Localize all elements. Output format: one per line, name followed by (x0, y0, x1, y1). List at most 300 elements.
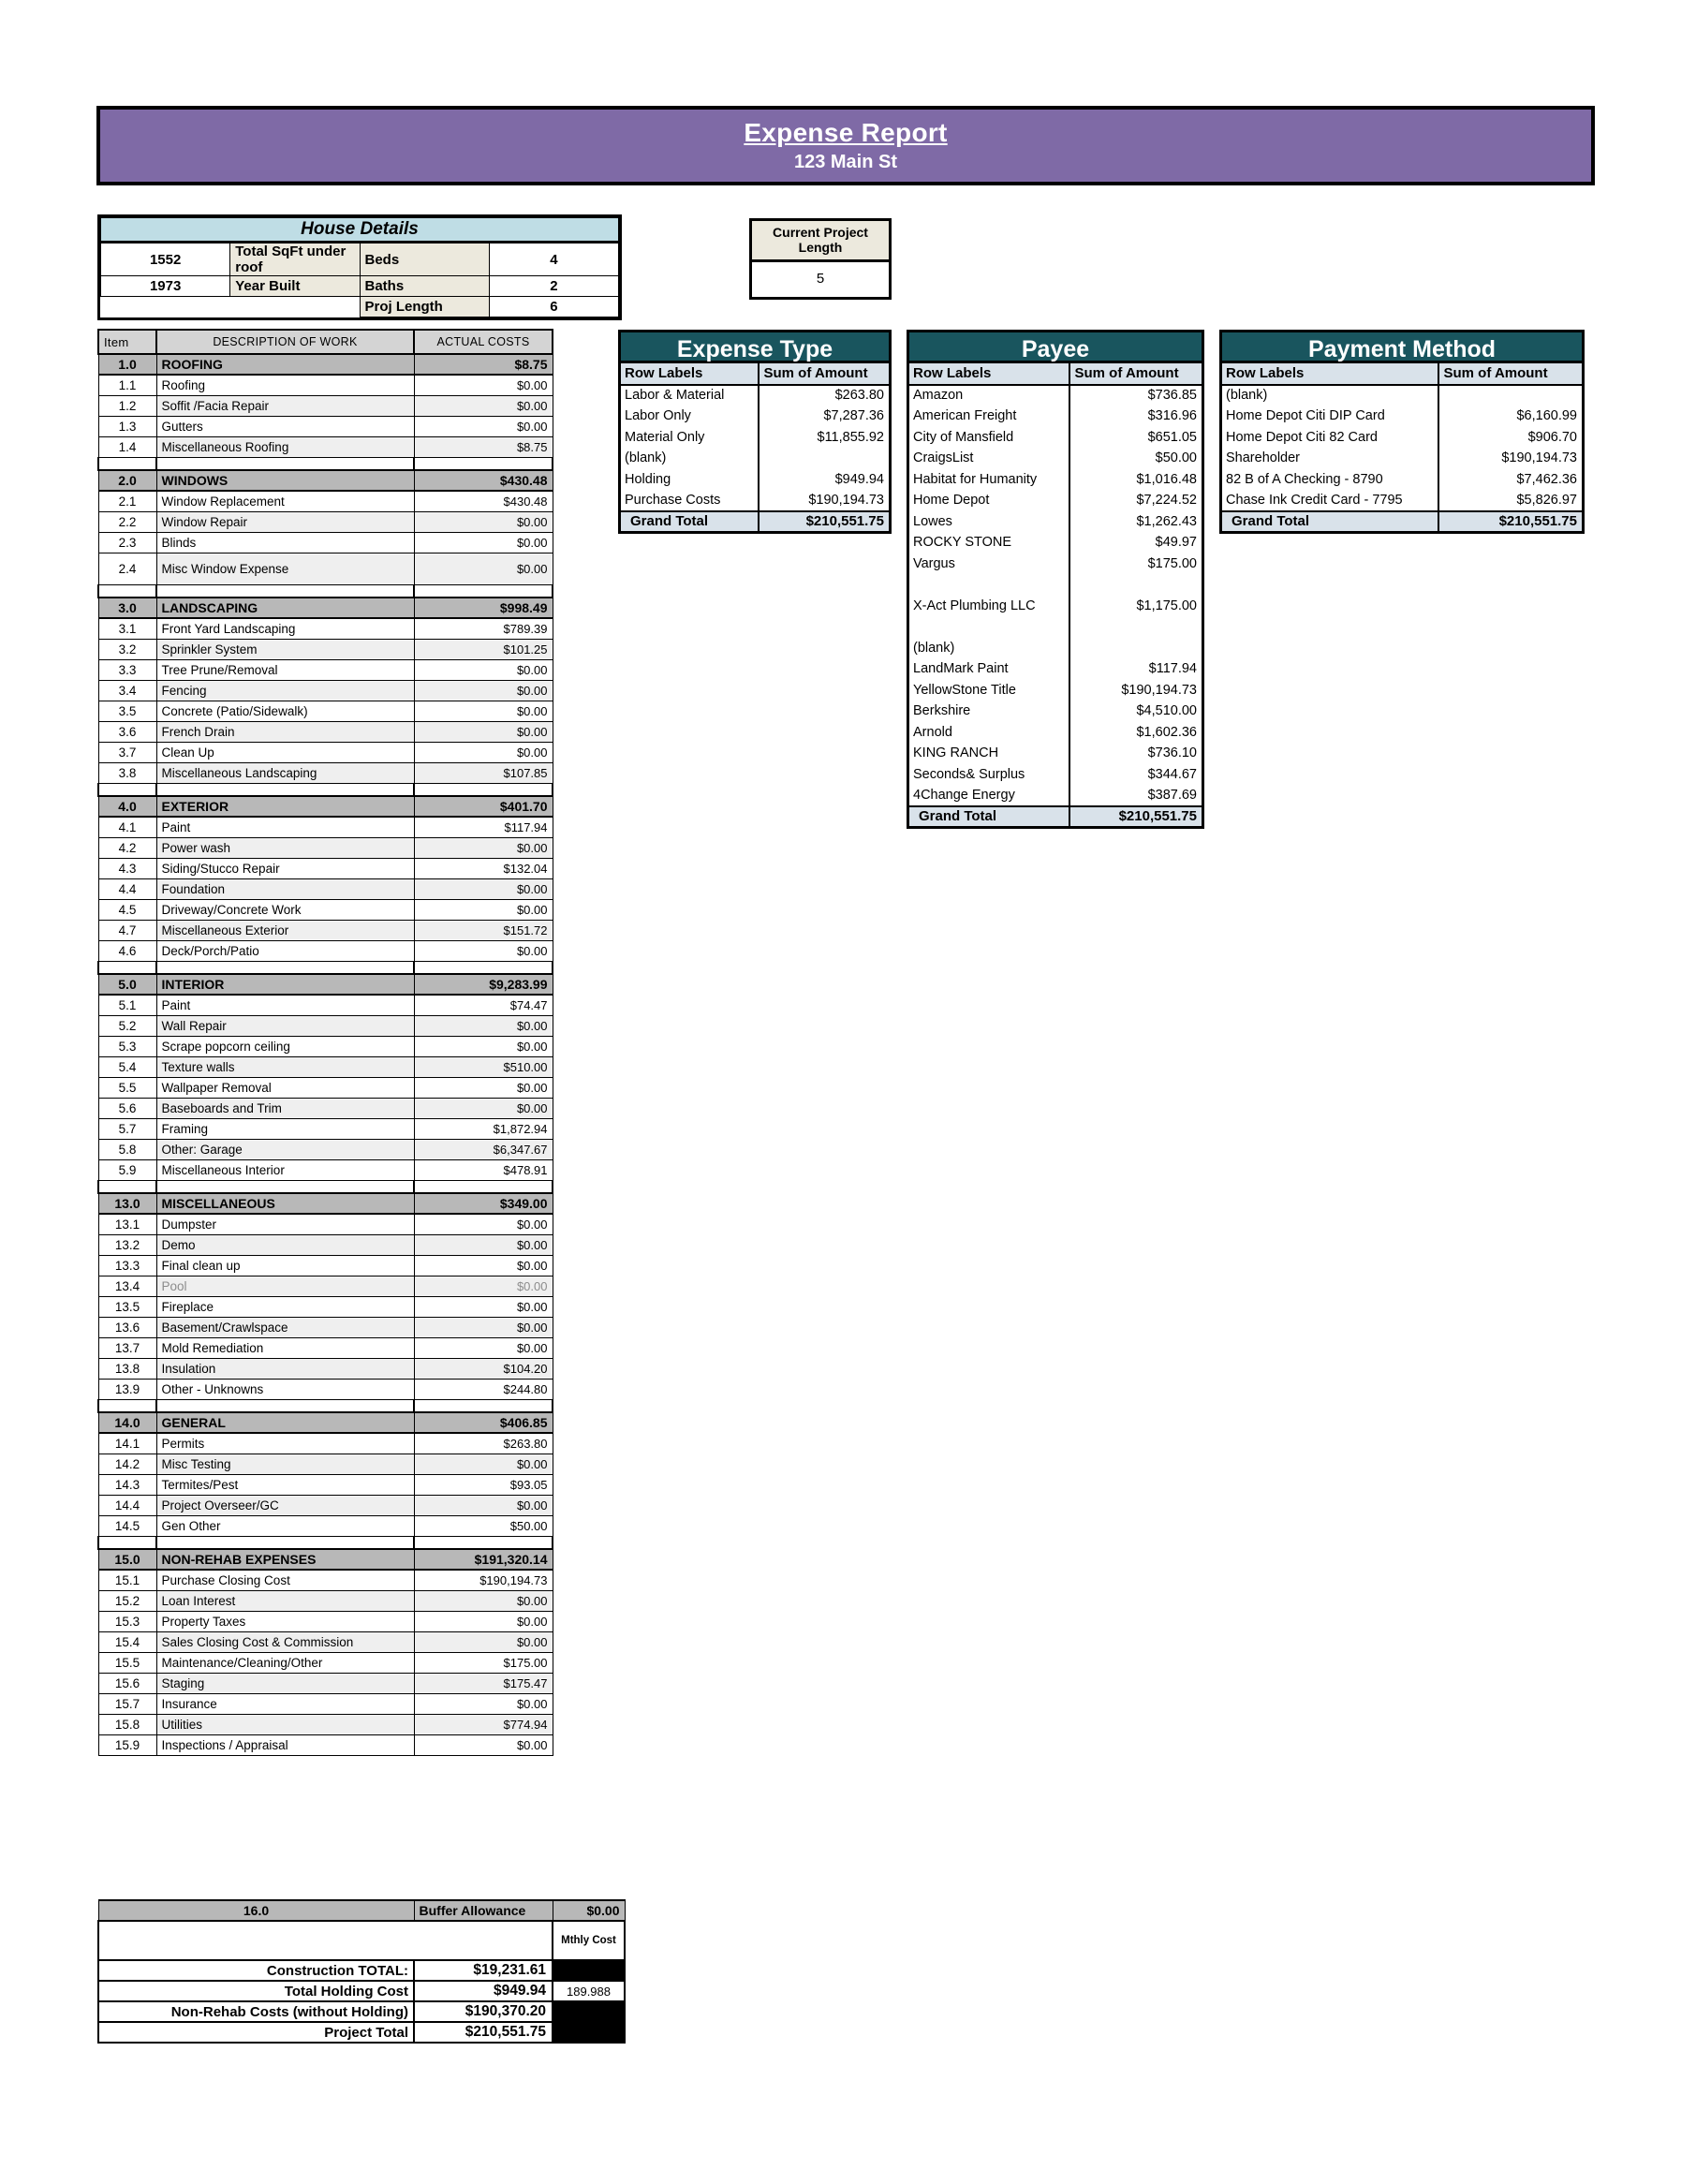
totals-value: $190,370.20 (414, 2001, 553, 2022)
spacer-cell (98, 1399, 156, 1412)
totals-label: Project Total (98, 2022, 414, 2043)
section-item-number: 5.0 (98, 974, 156, 995)
pivot-row (620, 448, 891, 469)
pivot-row-label: Arnold (908, 722, 1069, 744)
section-total: $406.85 (414, 1412, 553, 1433)
table-row (98, 553, 553, 584)
row-description: Misc Testing (156, 1454, 414, 1474)
row-description: Blinds (156, 532, 414, 553)
pivot-row-label: 4Change Energy (908, 785, 1069, 806)
row-description: Soffit /Facia Repair (156, 395, 414, 416)
row-cost: $0.00 (414, 1234, 553, 1255)
pivot-row-label: Home Depot Citi DIP Card (1221, 406, 1438, 427)
baths-value: 2 (489, 276, 618, 297)
row-item-number: 4.3 (98, 858, 156, 878)
row-item-number: 5.2 (98, 1015, 156, 1036)
spacer-cell (156, 457, 414, 470)
table-row (98, 1515, 553, 1536)
row-cost: $104.20 (414, 1358, 553, 1379)
table-row (98, 1139, 553, 1159)
table-row (98, 1379, 553, 1399)
section-spacer (98, 584, 553, 598)
table-row (98, 1714, 553, 1734)
row-description: Purchase Closing Cost (156, 1570, 414, 1590)
row-cost: $74.47 (414, 995, 553, 1015)
pivot-row (908, 680, 1203, 701)
section-item-number: 2.0 (98, 470, 156, 491)
table-row (98, 1159, 553, 1180)
pivot-row-amount: $11,855.92 (759, 427, 891, 449)
pivot-grand-total-label: Grand Total (908, 806, 1069, 828)
row-item-number: 5.5 (98, 1077, 156, 1098)
table-row (98, 1495, 553, 1515)
row-description: Window Replacement (156, 491, 414, 511)
row-cost: $117.94 (414, 817, 553, 837)
current-project-length-panel (749, 218, 892, 300)
pivot-row-label: Home Depot Citi 82 Card (1221, 427, 1438, 449)
pivot-row-label: Seconds& Surplus (908, 764, 1069, 786)
pivot-row (908, 385, 1203, 406)
pivot-row (620, 427, 891, 449)
row-cost: $774.94 (414, 1714, 553, 1734)
table-row (98, 858, 553, 878)
totals-row (98, 1960, 625, 1981)
pivot-row-amount: $1,602.36 (1069, 722, 1203, 744)
section-header-row (98, 354, 553, 375)
table-row (98, 680, 553, 701)
row-description: Siding/Stucco Repair (156, 858, 414, 878)
row-item-number: 15.9 (98, 1734, 156, 1755)
row-description: Inspections / Appraisal (156, 1734, 414, 1755)
pivot-row-amount: $316.96 (1069, 406, 1203, 427)
table-row (98, 1734, 553, 1755)
spacer-cell (414, 1399, 553, 1412)
row-cost: $0.00 (414, 1015, 553, 1036)
buffer-allowance-row (98, 1900, 625, 1921)
pivot-row (908, 448, 1203, 469)
row-cost: $0.00 (414, 1611, 553, 1631)
totals-row (98, 1981, 625, 2001)
section-name: EXTERIOR (156, 796, 414, 817)
section-spacer (98, 961, 553, 974)
buffer-cost: $0.00 (553, 1900, 625, 1921)
row-description: Framing (156, 1118, 414, 1139)
section-header-row (98, 598, 553, 618)
section-spacer (98, 1180, 553, 1193)
table-row (98, 1652, 553, 1673)
pivot-grand-total-label: Grand Total (620, 511, 759, 533)
row-description: Gen Other (156, 1515, 414, 1536)
row-cost: $430.48 (414, 491, 553, 511)
pivot-row-amount: $7,462.36 (1438, 469, 1584, 491)
row-cost: $0.00 (414, 659, 553, 680)
row-description: Miscellaneous Interior (156, 1159, 414, 1180)
spacer-cell (414, 1180, 553, 1193)
table-row (98, 1358, 553, 1379)
pivot-row-amount: $906.70 (1438, 427, 1584, 449)
row-cost: $0.00 (414, 375, 553, 395)
section-total: $430.48 (414, 470, 553, 491)
pivot-row-amount (759, 448, 891, 469)
pivot-row (620, 406, 891, 427)
row-cost: $0.00 (414, 1317, 553, 1337)
section-name: NON-REHAB EXPENSES (156, 1549, 414, 1570)
section-spacer (98, 1399, 553, 1412)
pivot-grand-total-amount: $210,551.75 (1069, 806, 1203, 828)
page-title: Expense Report (744, 118, 948, 148)
row-item-number: 3.8 (98, 762, 156, 783)
spacer-cell (414, 1536, 553, 1549)
row-item-number: 4.1 (98, 817, 156, 837)
pivot-row (1221, 427, 1584, 449)
report-title-banner (96, 106, 1595, 185)
pivot-row-amount: $1,262.43 (1069, 511, 1203, 533)
pivot-title: Payee (907, 330, 1204, 363)
row-cost: $107.85 (414, 762, 553, 783)
row-description: Scrape popcorn ceiling (156, 1036, 414, 1056)
row-cost: $0.00 (414, 1693, 553, 1714)
mthly-cost-empty (553, 2001, 625, 2022)
pivot-row-amount: $190,194.73 (1438, 448, 1584, 469)
table-row (98, 995, 553, 1015)
table-row (98, 395, 553, 416)
row-description: Driveway/Concrete Work (156, 899, 414, 920)
row-cost: $0.00 (414, 1077, 553, 1098)
totals-table (97, 1899, 625, 2044)
row-cost: $0.00 (414, 395, 553, 416)
section-name: LANDSCAPING (156, 598, 414, 618)
row-description: Miscellaneous Exterior (156, 920, 414, 940)
row-description: Fencing (156, 680, 414, 701)
row-item-number: 13.8 (98, 1358, 156, 1379)
pivot-row-amount: $6,160.99 (1438, 406, 1584, 427)
table-row (98, 1276, 553, 1296)
table-row (101, 276, 619, 297)
section-header-row (98, 974, 553, 995)
row-cost: $0.00 (414, 940, 553, 961)
year-built-value: 1973 (101, 276, 230, 297)
sqft-label: Total SqFt under roof (230, 243, 360, 276)
totals-label: Non-Rehab Costs (without Holding) (98, 2001, 414, 2022)
pivot-header-row (1221, 363, 1584, 385)
row-item-number: 5.9 (98, 1159, 156, 1180)
table-row (98, 618, 553, 639)
row-description: Other: Garage (156, 1139, 414, 1159)
row-cost: $0.00 (414, 742, 553, 762)
spacer-cell (414, 961, 553, 974)
pivot-row-amount: $7,287.36 (759, 406, 891, 427)
spacer-cell (98, 783, 156, 796)
house-details-title: House Details (101, 218, 619, 243)
row-description: Insulation (156, 1358, 414, 1379)
beds-value: 4 (489, 243, 618, 276)
table-row (98, 1570, 553, 1590)
row-item-number: 15.5 (98, 1652, 156, 1673)
row-item-number: 15.1 (98, 1570, 156, 1590)
pivot-row-amount: $175.00 (1069, 553, 1203, 575)
row-item-number: 2.2 (98, 511, 156, 532)
row-description: Deck/Porch/Patio (156, 940, 414, 961)
row-description: Sprinkler System (156, 639, 414, 659)
column-header-description: DESCRIPTION OF WORK (156, 330, 414, 354)
pivot-row-label: Material Only (620, 427, 759, 449)
pivot-row (908, 532, 1203, 553)
row-description: Miscellaneous Landscaping (156, 762, 414, 783)
row-cost: $0.00 (414, 1631, 553, 1652)
row-cost: $789.39 (414, 618, 553, 639)
row-item-number: 13.1 (98, 1214, 156, 1234)
table-row (98, 659, 553, 680)
row-cost: $0.00 (414, 1296, 553, 1317)
row-description: Sales Closing Cost & Commission (156, 1631, 414, 1652)
row-item-number: 3.7 (98, 742, 156, 762)
row-item-number: 15.8 (98, 1714, 156, 1734)
table-row (98, 742, 553, 762)
row-item-number: 2.3 (98, 532, 156, 553)
pivot-row (1221, 385, 1584, 406)
section-total: $401.70 (414, 796, 553, 817)
spacer-cell (101, 297, 230, 317)
row-item-number: 3.3 (98, 659, 156, 680)
row-description: Fireplace (156, 1296, 414, 1317)
row-description: Mold Remediation (156, 1337, 414, 1358)
section-spacer (98, 783, 553, 796)
pivot-column-sum-of-amount: Sum of Amount (759, 363, 891, 385)
current-project-length-label: Current Project Length (752, 221, 889, 262)
section-item-number: 4.0 (98, 796, 156, 817)
pivot-row-label: Amazon (908, 385, 1069, 406)
row-item-number: 5.6 (98, 1098, 156, 1118)
table-row (101, 297, 619, 317)
pivot-header-row (908, 363, 1203, 385)
pivot-title: Payment Method (1219, 330, 1585, 363)
row-cost: $0.00 (414, 878, 553, 899)
pivot-row-amount: $49.97 (1069, 532, 1203, 553)
spacer-cell (156, 1399, 414, 1412)
pivot-row-label: (blank) (908, 638, 1069, 659)
row-description: Texture walls (156, 1056, 414, 1077)
table-row (98, 1036, 553, 1056)
pivot-row-label: (blank) (1221, 385, 1438, 406)
row-description: Roofing (156, 375, 414, 395)
row-description: Staging (156, 1673, 414, 1693)
section-item-number: 3.0 (98, 598, 156, 618)
pivot-payee (907, 330, 1204, 829)
house-details-panel (97, 214, 622, 320)
row-description: Insurance (156, 1693, 414, 1714)
row-cost: $0.00 (414, 721, 553, 742)
row-cost: $8.75 (414, 436, 553, 457)
table-row (98, 1255, 553, 1276)
row-item-number: 13.7 (98, 1337, 156, 1358)
spacer-cell (98, 1921, 553, 1960)
column-header-cost: ACTUAL COSTS (414, 330, 553, 354)
row-item-number: 5.1 (98, 995, 156, 1015)
pivot-row (1221, 448, 1584, 469)
row-description: Dumpster (156, 1214, 414, 1234)
pivot-row (908, 490, 1203, 511)
row-item-number: 13.5 (98, 1296, 156, 1317)
section-spacer (98, 457, 553, 470)
row-item-number: 15.6 (98, 1673, 156, 1693)
row-item-number: 3.2 (98, 639, 156, 659)
spacer-cell (98, 961, 156, 974)
table-row (101, 243, 619, 276)
table-row (98, 436, 553, 457)
pivot-blank-row (908, 574, 1203, 596)
pivot-row-amount: $1,175.00 (1069, 596, 1203, 617)
pivot-row-label: Labor & Material (620, 385, 759, 406)
pivot-row-amount: $50.00 (1069, 448, 1203, 469)
pivot-row-label: Chase Ink Credit Card - 7795 (1221, 490, 1438, 511)
row-item-number: 5.4 (98, 1056, 156, 1077)
pivot-row (908, 785, 1203, 806)
row-item-number: 14.3 (98, 1474, 156, 1495)
pivot-row (908, 596, 1203, 617)
row-item-number: 1.3 (98, 416, 156, 436)
row-description: Other - Unknowns (156, 1379, 414, 1399)
row-cost: $0.00 (414, 511, 553, 532)
section-item-number: 1.0 (98, 354, 156, 375)
work-table-header-row (98, 330, 553, 354)
row-cost: $0.00 (414, 1454, 553, 1474)
row-description: Project Overseer/GC (156, 1495, 414, 1515)
section-name: ROOFING (156, 354, 414, 375)
row-item-number: 15.2 (98, 1590, 156, 1611)
row-cost: $1,872.94 (414, 1118, 553, 1139)
row-description: Wallpaper Removal (156, 1077, 414, 1098)
table-row (98, 1118, 553, 1139)
pivot-row-amount (1069, 638, 1203, 659)
table-row (98, 940, 553, 961)
row-item-number: 15.7 (98, 1693, 156, 1714)
row-item-number: 4.6 (98, 940, 156, 961)
table-row (98, 1234, 553, 1255)
table-row (98, 762, 553, 783)
table-row (98, 1590, 553, 1611)
table-row (98, 1296, 553, 1317)
row-cost: $0.00 (414, 701, 553, 721)
row-item-number: 5.3 (98, 1036, 156, 1056)
pivot-row (1221, 469, 1584, 491)
pivot-row-amount: $1,016.48 (1069, 469, 1203, 491)
mthly-cost-header-row (98, 1921, 625, 1960)
row-cost: $0.00 (414, 416, 553, 436)
spacer-cell (156, 1180, 414, 1193)
pivot-row (1221, 490, 1584, 511)
pivot-row (908, 406, 1203, 427)
table-row (98, 878, 553, 899)
page-subtitle: 123 Main St (793, 151, 898, 172)
row-item-number: 1.2 (98, 395, 156, 416)
totals-value: $949.94 (414, 1981, 553, 2001)
row-item-number: 4.4 (98, 878, 156, 899)
mthly-cost-header: Mthly Cost (553, 1921, 625, 1960)
row-item-number: 3.4 (98, 680, 156, 701)
pivot-row-label: Lowes (908, 511, 1069, 533)
pivot-row (908, 553, 1203, 575)
baths-label: Baths (360, 276, 489, 297)
buffer-description: Buffer Allowance (414, 1900, 553, 1921)
row-description: Wall Repair (156, 1015, 414, 1036)
pivot-row-amount: $736.10 (1069, 743, 1203, 764)
row-cost: $93.05 (414, 1474, 553, 1495)
row-description: Basement/Crawlspace (156, 1317, 414, 1337)
row-description: Termites/Pest (156, 1474, 414, 1495)
row-cost: $0.00 (414, 1255, 553, 1276)
row-description: Final clean up (156, 1255, 414, 1276)
row-description: Power wash (156, 837, 414, 858)
row-cost: $244.80 (414, 1379, 553, 1399)
pivot-payment-method (1219, 330, 1585, 534)
pivot-row-label: Vargus (908, 553, 1069, 575)
row-item-number: 13.9 (98, 1379, 156, 1399)
row-cost: $0.00 (414, 1337, 553, 1358)
pivot-row-label: American Freight (908, 406, 1069, 427)
table-row (98, 1214, 553, 1234)
pivot-row (908, 638, 1203, 659)
totals-label: Construction TOTAL: (98, 1960, 414, 1981)
row-description: Front Yard Landscaping (156, 618, 414, 639)
spacer-cell (98, 1536, 156, 1549)
row-description: Concrete (Patio/Sidewalk) (156, 701, 414, 721)
totals-value: $19,231.61 (414, 1960, 553, 1981)
row-item-number: 13.4 (98, 1276, 156, 1296)
table-row (98, 721, 553, 742)
row-item-number: 2.1 (98, 491, 156, 511)
row-description: Pool (156, 1276, 414, 1296)
column-header-item: Item (98, 330, 156, 354)
row-description: Paint (156, 995, 414, 1015)
row-cost: $0.00 (414, 899, 553, 920)
pivot-row (908, 743, 1203, 764)
row-item-number: 1.1 (98, 375, 156, 395)
pivot-row-label: KING RANCH (908, 743, 1069, 764)
row-description: Foundation (156, 878, 414, 899)
proj-length-label: Proj Length (360, 297, 489, 317)
pivot-expense-type (618, 330, 892, 534)
table-row (98, 639, 553, 659)
pivot-row-amount (1069, 574, 1203, 596)
section-header-row (98, 1549, 553, 1570)
mthly-cost-empty (553, 1960, 625, 1981)
beds-label: Beds (360, 243, 489, 276)
row-cost: $0.00 (414, 1036, 553, 1056)
row-item-number: 4.2 (98, 837, 156, 858)
pivot-row-label: 82 B of A Checking - 8790 (1221, 469, 1438, 491)
pivot-row-label: City of Mansfield (908, 427, 1069, 449)
row-description: Clean Up (156, 742, 414, 762)
row-item-number: 4.5 (98, 899, 156, 920)
row-description: Tree Prune/Removal (156, 659, 414, 680)
row-cost: $0.00 (414, 1590, 553, 1611)
pivot-grand-total-amount: $210,551.75 (1438, 511, 1584, 533)
table-row (98, 1337, 553, 1358)
row-description: Window Repair (156, 511, 414, 532)
row-cost: $0.00 (414, 680, 553, 701)
row-cost: $132.04 (414, 858, 553, 878)
row-item-number: 14.4 (98, 1495, 156, 1515)
totals-label: Total Holding Cost (98, 1981, 414, 2001)
row-cost: $175.47 (414, 1673, 553, 1693)
row-description: Baseboards and Trim (156, 1098, 414, 1118)
pivot-column-row-labels: Row Labels (1221, 363, 1438, 385)
row-cost: $101.25 (414, 639, 553, 659)
pivot-row-amount: $344.67 (1069, 764, 1203, 786)
row-item-number: 4.7 (98, 920, 156, 940)
pivot-row-amount: $5,826.97 (1438, 490, 1584, 511)
pivot-row-label: X-Act Plumbing LLC (908, 596, 1069, 617)
